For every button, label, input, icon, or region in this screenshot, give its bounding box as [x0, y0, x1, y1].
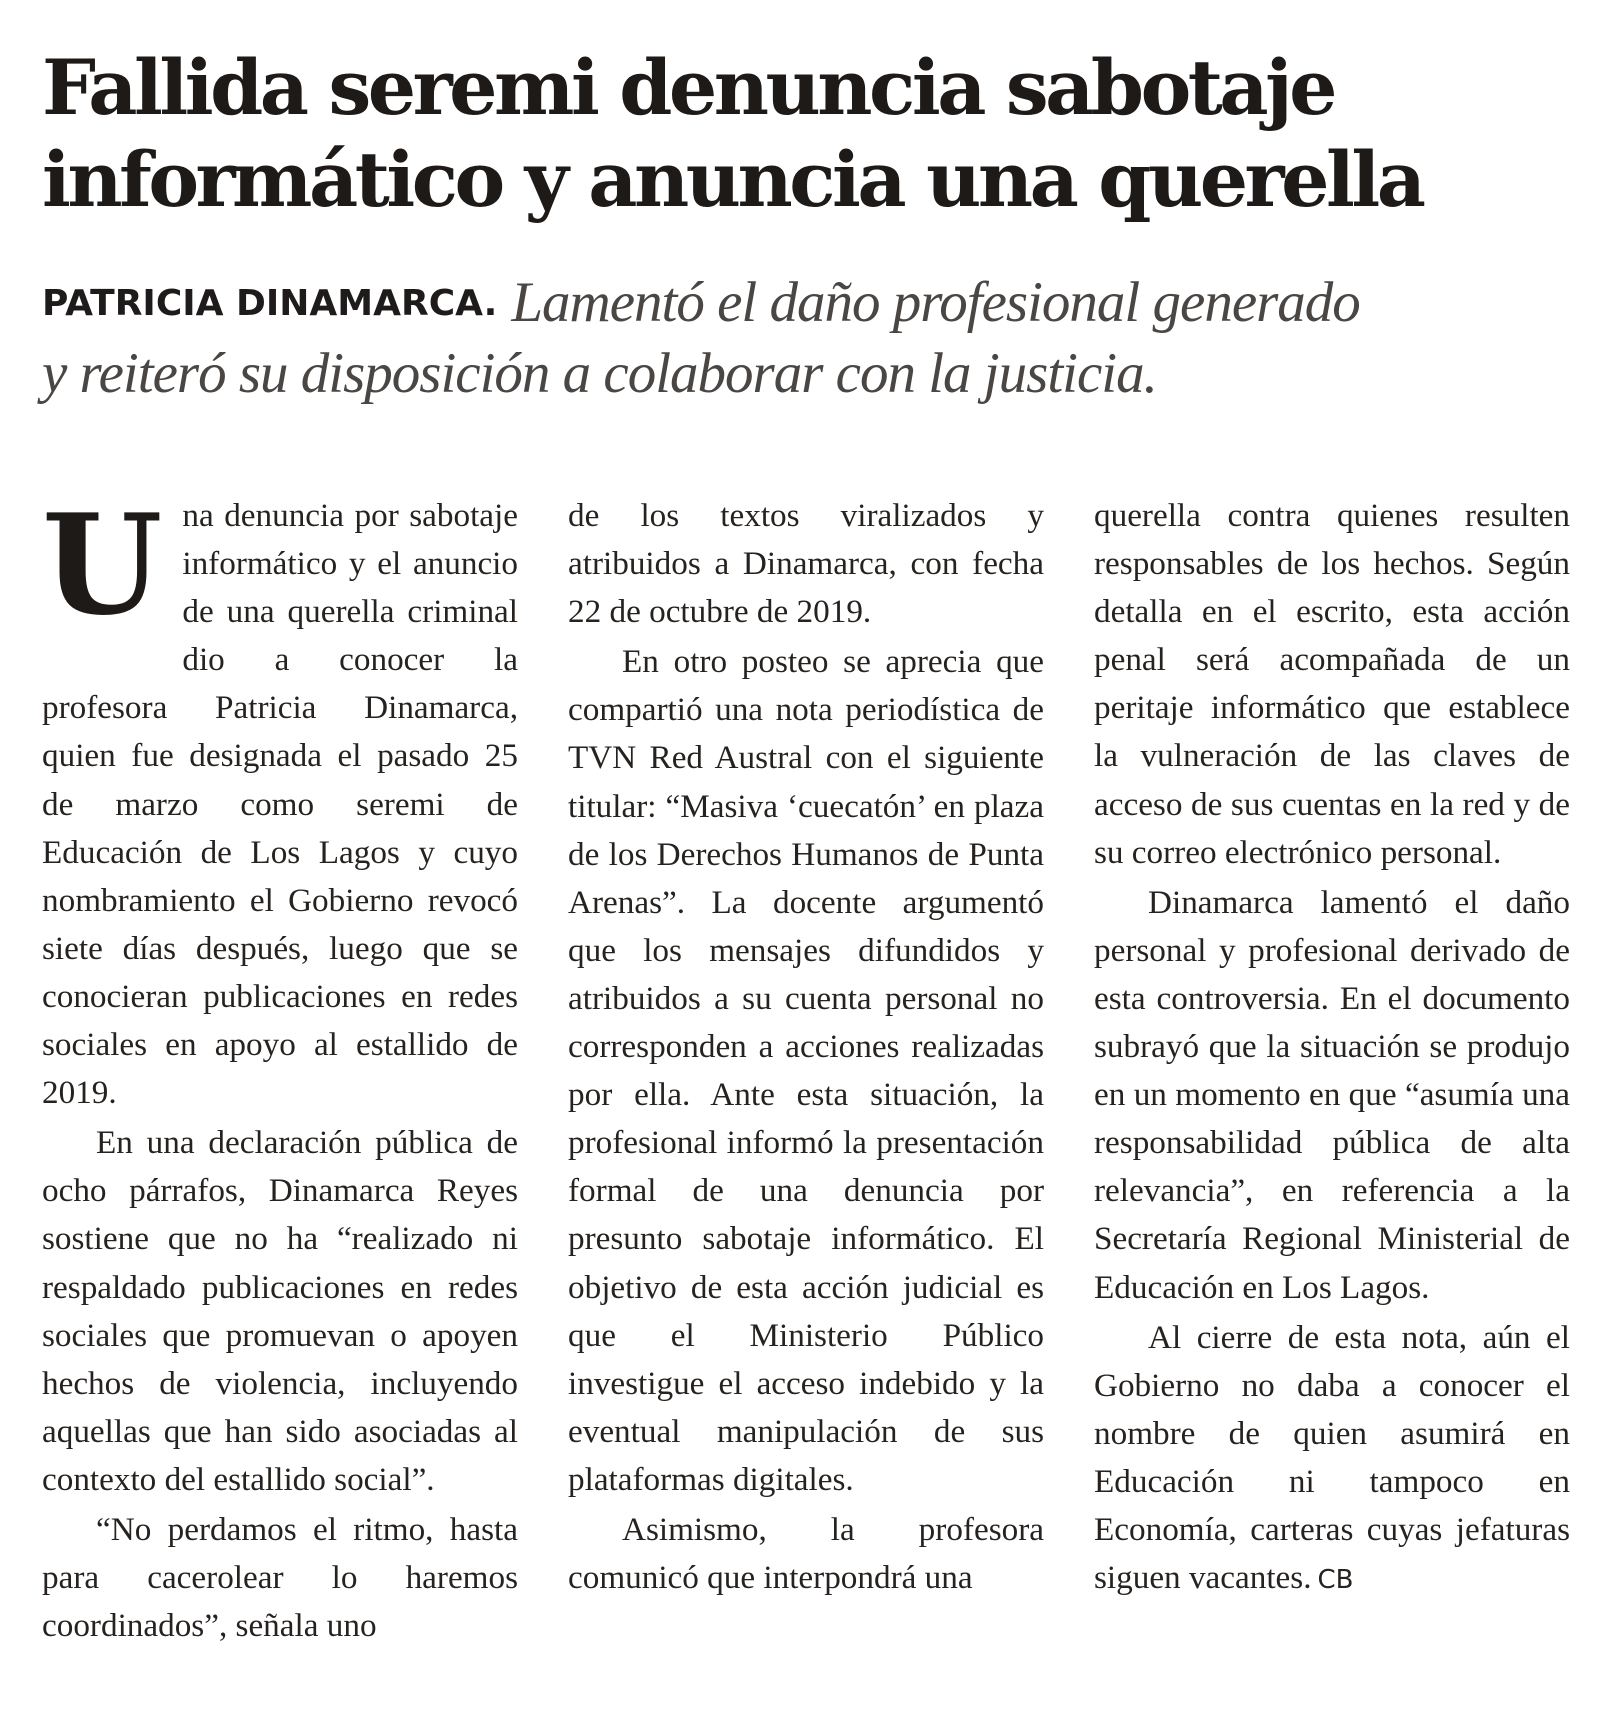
paragraph-1-text: na denuncia por sabotaje informático y el anuncio de una querella criminal dio a conocer la profesora Patricia Dinamarca, quien fue designada el pasado 25 de marzo como seremi de Educación de Los Lagos y cuyo nombramiento el Gobierno revocó siete días después, luego que se conocieran publicaciones en redes sociales en apoyo al estallido de 2019.: [42, 497, 518, 1112]
deck-line-1: [42, 268, 1572, 339]
paragraph-3: “No perdamos el ritmo, hasta para cacerolear lo haremos coordinados”, señala uno: [42, 1510, 518, 1645]
deck: [42, 268, 1572, 409]
headline-line-2: informático y anuncia una querella: [42, 135, 1423, 224]
paragraph-5-continued: querella contra quienes resulten responsables de los hechos. Según detalla en el escrito, esta acción penal será acompañada de un peritaje informático que establece la vulneración de las claves de acceso de sus cuentas en la red y de su correo electrónico personal.: [1094, 497, 1570, 871]
deck-line-2: y reiteró su disposición a colaborar con la justicia.: [42, 342, 1157, 405]
paragraph-5: Asimismo, la profesora comunicó que interpondrá una: [568, 1510, 1044, 1597]
paragraph-3-continued: de los textos viralizados y atribuidos a Dinamarca, con fecha 22 de octubre de 2019.: [568, 497, 1044, 631]
column-1: [42, 483, 518, 1652]
column-3: [1094, 492, 1570, 1606]
drop-cap: U: [42, 483, 163, 646]
deck-text-1: Lamentó el daño profesional generado: [511, 271, 1360, 334]
paragraph-6: Dinamarca lamentó el daño personal y profesional derivado de esta controversia. En el documento subrayó que la situación se produjo en un momento en que “asumía una responsabilidad pública de alta relevancia”, en referencia a la Secretaría Regional Ministerial de Educación en Los Lagos.: [1094, 883, 1570, 1306]
paragraph-4: En otro posteo se aprecia que compartió una nota periodística de TVN Red Austral con el siguiente titular: “Masiva ‘cuecatón’ en plaza de los Derechos Humanos de Punta Arenas”. La docente argumentó que los mensajes difundidos y atribuidos a su cuenta personal no corresponden a acciones realizadas por ella. Ante esta situación, la profesional informó la presentación formal de una denuncia por presunto sabotaje informático. El objetivo de esta acción judicial es que el Ministerio Público investigue el acceso indebido y la eventual manipulación de sus plataformas digitales.: [568, 643, 1044, 1498]
paragraph-7-text: Al cierre de esta nota, aún el Gobierno no daba a conocer el nombre de quien asumirá en Educación ni tampoco en Economía, carteras cuyas jefaturas siguen vacantes.: [1094, 1318, 1570, 1597]
end-mark-icon: CB: [1317, 1565, 1354, 1596]
kicker: PATRICIA DINAMARCA.: [42, 283, 498, 324]
paragraph-2: En una declaración pública de ocho párrafos, Dinamarca Reyes sostiene que no ha “realizado ni respaldado publicaciones en redes sociales que promuevan o apoyen hechos de violencia, incluyendo aquellas que han sido asociadas al contexto del estallido social”.: [42, 1124, 518, 1498]
column-2: [568, 492, 1044, 1604]
headline: [42, 42, 1582, 226]
paragraph-7: [1094, 1314, 1570, 1605]
paragraph-1: [42, 483, 518, 1117]
headline-line-1: Fallida seremi denuncia sabotaje: [42, 43, 1334, 132]
